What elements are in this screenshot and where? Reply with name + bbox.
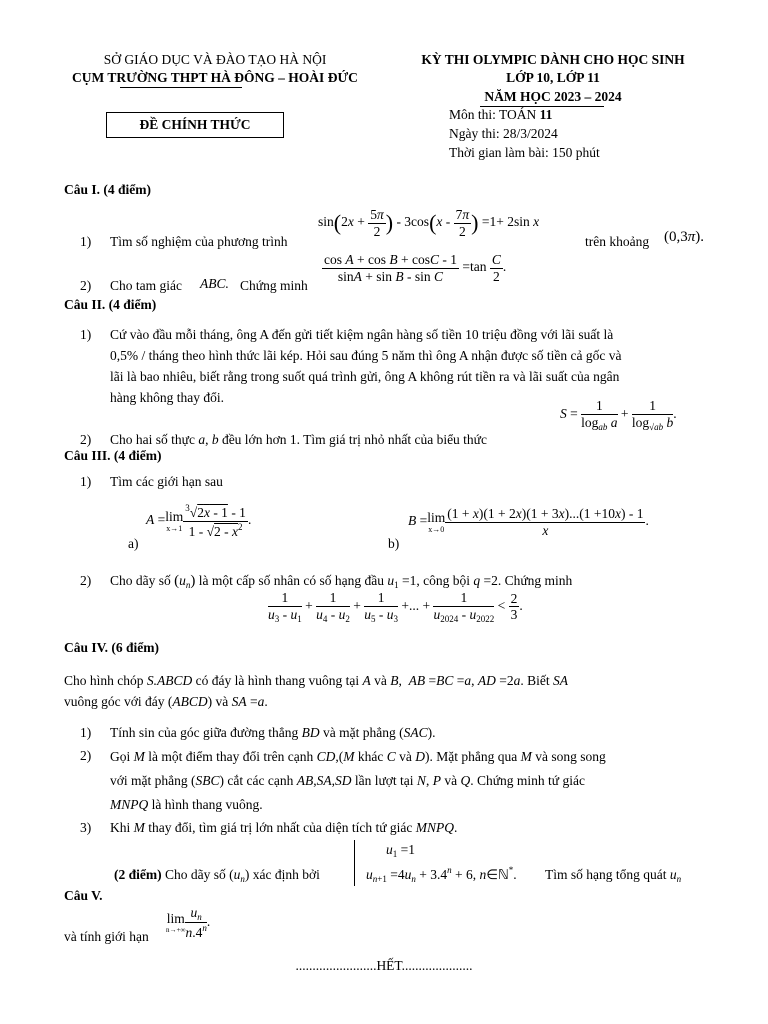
q3-2-number: 2)	[80, 573, 92, 588]
q1-2-text: Cho tam giác	[110, 278, 182, 293]
q2-2-text: Cho hai số thực a, b đều lớn hơn 1. Tìm giá trị nhỏ nhất của biểu thức	[110, 432, 487, 447]
q4-2-number: 2)	[80, 748, 92, 763]
question-4-title: Câu IV. (6 điểm)	[64, 640, 160, 655]
header-underline	[120, 87, 242, 88]
q5-general-term-text: Tìm số hạng tổng quát $u_n$	[545, 867, 682, 884]
q1-2-triangle: ABC.	[200, 276, 229, 291]
q4-3-number: 3)	[80, 820, 92, 835]
q3-1-number: 1)	[80, 474, 92, 489]
q1-1-interval-text: trên khoảng	[585, 234, 650, 249]
q4-2-paragraph: Gọi M là một điểm thay đổi trên cạnh CD,(M khác C và D). Mặt phẳng qua M và song song với mặt phẳng (SBC) cắt các cạnh AB,SA,SD lần lượt tại N, P và Q. Chứng minh tứ giác MNPQ là hình thang vuông.	[110, 749, 606, 812]
q5-limit: lim n→+∞ $\frac{u_n}{n.4^n}$ .	[166, 905, 211, 941]
q1-1-interval: (0,3π).	[664, 229, 705, 245]
q1-1-text: Tìm số nghiệm của phương trình	[110, 234, 288, 249]
exam-duration: Thời gian làm bài: 150 phút	[449, 145, 600, 160]
q1-2-number: 2)	[80, 278, 92, 293]
official-exam-box: ĐỀ CHÍNH THỨC	[106, 112, 284, 138]
question-2-title: Câu II. (4 điểm)	[64, 297, 157, 312]
exam-title: KỲ THI OLYMPIC DÀNH CHO HỌC SINH	[421, 52, 685, 67]
exam-date: Ngày thi: 28/3/2024	[449, 126, 558, 141]
school-year: NĂM HỌC 2023 – 2024	[484, 89, 622, 104]
q5-limit-text: và tính giới hạn	[64, 929, 149, 944]
q1-1-equation: sin(2x + $\frac{5\pi}{2}$ ) - 3cos(x - $\frac{7\pi}{2}$ ) =1+ 2sin x	[318, 207, 540, 239]
q3-1b-label: b)	[388, 536, 400, 551]
exam-subject: Môn thi: TOÁN 11	[449, 107, 553, 122]
q1-1-number: 1)	[80, 234, 92, 249]
q3-1a-label: a)	[128, 536, 139, 551]
q4-1-text: Tính sin của góc giữa đường thẳng BD và mặt phẳng (SAC).	[110, 725, 436, 740]
q5-system: $u_1 =1$ $u_{n+1} =4u_n + 3.4^n + 6$, n∈ℕ*.	[366, 842, 517, 884]
q3-2-text: Cho dãy số $(u_n)$ là một cấp số nhân có số hạng đầu $u_1 =1$, công bội q =2. Chứng minh	[110, 573, 573, 590]
q4-3-text: Khi M thay đổi, tìm giá trị lớn nhất của diện tích tứ giác MNPQ.	[110, 820, 458, 835]
exam-grade: LỚP 10, LỚP 11	[506, 70, 600, 85]
q2-1-number: 1)	[80, 327, 92, 342]
dept-name: SỞ GIÁO DỤC VÀ ĐÀO TẠO HÀ NỘI	[103, 52, 327, 67]
q3-2-inequality: $\frac{1}{u_3 - u_1}$ + $\frac{1}{u_4 - u_2}$ + $\frac{1}{u_5 - u_3}$ +... + $\frac{1}{u_{2024} - u_{2022}}$ < $\frac{2}{3}$ .	[268, 590, 523, 624]
q2-2-expression: S = $\frac{1}{\log_{ab} a}$ + $\frac{1}{\log_{√ab} b}$ .	[560, 398, 677, 432]
end-marker: ........................HẾT.....................	[295, 958, 473, 973]
q4-intro: Cho hình chóp S.ABCD có đáy là hình thang vuông tại A và B, AB =BC =a, AD =2a. Biết SA vuông góc với đáy (ABCD) và SA =a.	[64, 673, 568, 709]
q3-1a-limit: A = lim x→1 $\frac{^3√2x - 1 - 1}{1 - √2 - x^2}$ .	[146, 503, 252, 539]
school-cluster-name: CỤM TRƯỜNG THPT HÀ ĐÔNG – HOÀI ĐỨC	[72, 70, 358, 85]
question-3-title: Câu III. (4 điểm)	[64, 448, 162, 463]
question-1-title: Câu I. (4 điểm)	[64, 182, 151, 197]
q5-system-brace	[354, 840, 355, 886]
q2-1-paragraph: Cứ vào đầu mỗi tháng, ông A đến gửi tiết kiệm ngân hàng số tiền 10 triệu đồng với lãi suất là 0,5% / tháng theo hình thức lãi kép. Hỏi sau đúng 5 năm thì ông A nhận được số tiền cả gốc và lãi là bao nhiêu, biết rằng trong suốt quá trình gửi, ông A không rút tiền ra và lãi suất của ngân hàng không thay đổi.	[110, 327, 622, 405]
q5-text: (2 điểm) Cho dãy số $(u_n)$ xác định bởi	[114, 867, 320, 884]
q3-1b-limit: B = lim x→0 $\frac{(1 + x)(1 + 2x)(1 + 3x)...(1 +10x) - 1}{x}$ .	[408, 506, 649, 538]
q1-2-identity: $\frac{\text{cos A + cos B + cosC - 1}}{\text{sinA + sin B - sin C}}$ =tan $\frac{C}{2}$ .	[324, 252, 507, 284]
q1-2-prove-text: Chứng minh	[240, 278, 308, 293]
q4-1-number: 1)	[80, 725, 92, 740]
q3-1-text: Tìm các giới hạn sau	[110, 474, 223, 489]
q2-2-number: 2)	[80, 432, 92, 447]
question-5-title: Câu V.	[64, 888, 103, 903]
